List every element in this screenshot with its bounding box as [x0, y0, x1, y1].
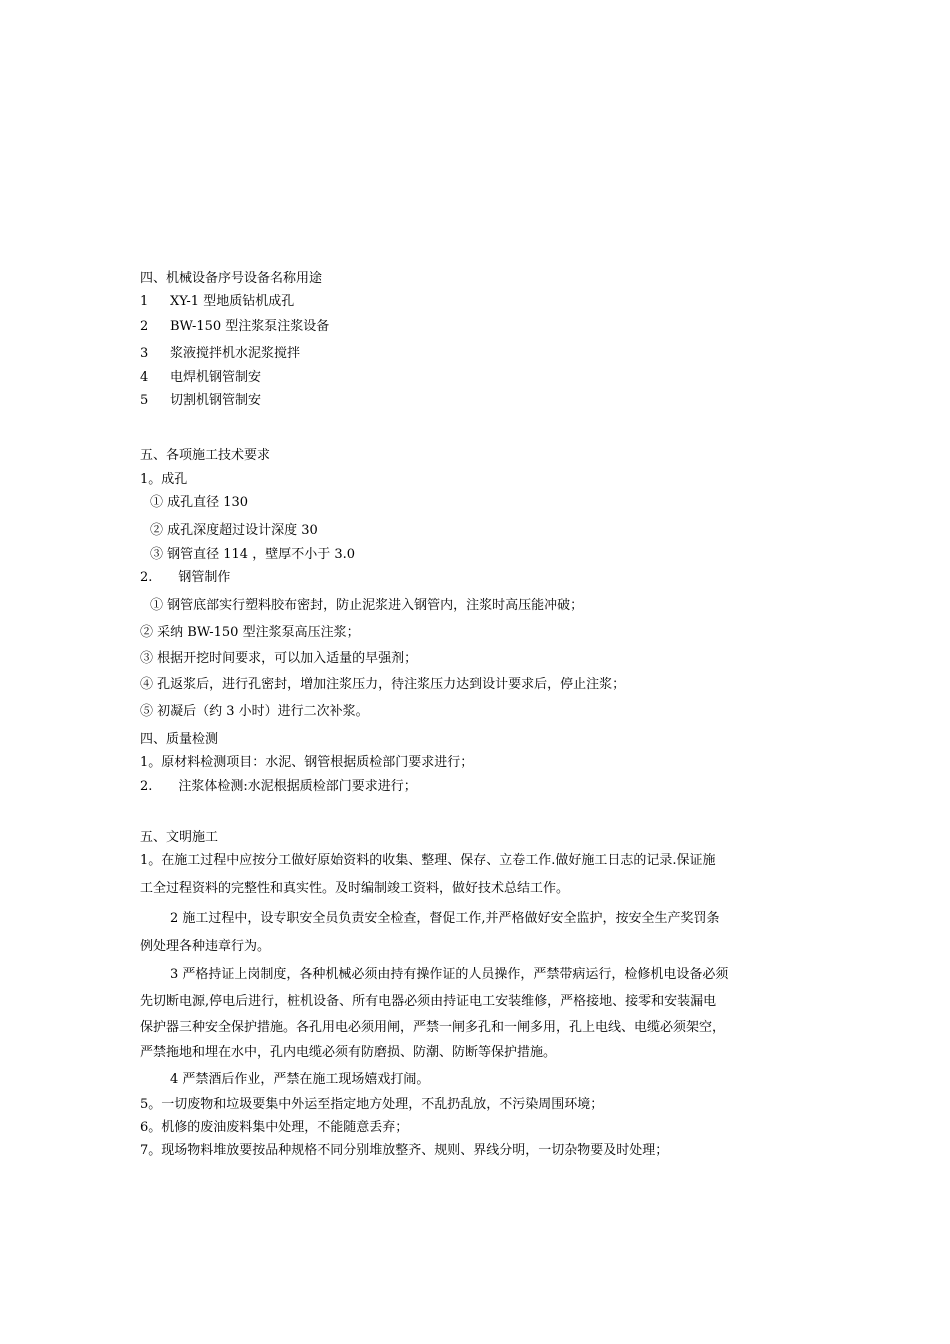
quality-item-2-text: 注浆体检测:水泥根据质检部门要求进行；	[178, 779, 417, 794]
civil-paragraph-3-line-2: 先切断电源,停电后进行，桩机设备、所有电器必须由持证电工安装维修，严格接地、接零和安装漏电	[140, 994, 717, 1009]
civil-paragraph-6: 6。机修的废油废料集中处理，不能随意丢弃；	[140, 1120, 409, 1135]
civil-paragraph-2-line-1: 2 施工过程中，设专职安全员负责安全检查，督促工作,并严格做好安全监护，按安全生产奖罚条	[170, 911, 720, 926]
equipment-row-text: 电焊机钢管制安	[170, 370, 262, 385]
equipment-heading: 四、机械设备序号设备名称用途	[140, 271, 323, 286]
civil-paragraph-5: 5。一切废物和垃圾要集中外运至指定地方处理，不乱扔乱放，不污染周围环境；	[140, 1097, 604, 1112]
equipment-row-2	[140, 318, 329, 336]
civil-paragraph-1-line-1: 1。在施工过程中应按分工做好原始资料的收集、整理、保存、立卷工作.做好施工日志的记录.保证施	[140, 853, 716, 868]
equipment-row-text: BW-150 型注浆泵注浆设备	[170, 319, 330, 334]
tech-sub2-item-3: ③ 根据开挖时间要求，可以加入适量的早强剂；	[140, 651, 418, 666]
equipment-row-number: 3	[140, 346, 149, 361]
tech-sub1-item-1: ① 成孔直径 130	[150, 495, 249, 510]
tech-sub1-title: 1。成孔	[140, 472, 188, 487]
equipment-row-text: 切割机钢管制安	[170, 393, 262, 408]
tech-sub2-item-5: ⑤ 初凝后（约 3 小时）进行二次补浆。	[140, 704, 369, 719]
civil-paragraph-4: 4 严禁酒后作业，严禁在施工现场嬉戏打闹。	[170, 1072, 430, 1087]
equipment-row-number: 1	[140, 294, 149, 309]
equipment-row-number: 2	[140, 319, 149, 334]
equipment-row-number: 5	[140, 393, 149, 408]
tech-sub2-title	[140, 569, 230, 587]
tech-sub2-item-2: ② 采纳 BW-150 型注浆泵高压注浆；	[140, 625, 360, 640]
civil-paragraph-3-line-1: 3 严格持证上岗制度，各种机械必须由持有操作证的人员操作，严禁带病运行，检修机电设备必须	[170, 967, 729, 982]
civil-paragraph-1-line-2: 工全过程资料的完整性和真实性。及时编制竣工资料，做好技术总结工作。	[140, 881, 570, 896]
equipment-row-4	[140, 369, 261, 387]
quality-item-2-number: 2.	[140, 779, 153, 794]
civil-paragraph-3-line-4: 严禁拖地和埋在水中，孔内电缆必须有防磨损、防潮、防断等保护措施。	[140, 1045, 557, 1060]
quality-item-2	[140, 778, 417, 796]
tech-sub2-text: 钢管制作	[178, 570, 231, 585]
civil-paragraph-2-line-2: 例处理各种违章行为。	[140, 939, 271, 954]
tech-sub1-item-2: ② 成孔深度超过设计深度 30	[150, 523, 318, 538]
tech-sub2-item-1: ① 钢管底部实行塑料胶布密封，防止泥浆进入钢管内，注浆时高压能冲破；	[150, 598, 584, 613]
equipment-row-number: 4	[140, 370, 149, 385]
civil-paragraph-7: 7。现场物料堆放要按品种规格不同分别堆放整齐、规则、界线分明，一切杂物要及时处理；	[140, 1143, 669, 1158]
equipment-row-1	[140, 293, 294, 311]
quality-item-1: 1。原材料检测项目：水泥、钢管根据质检部门要求进行；	[140, 755, 474, 770]
civil-heading: 五、文明施工	[140, 830, 219, 845]
tech-sub1-item-3: ③ 钢管直径 114 ，壁厚不小于 3.0	[150, 547, 356, 562]
tech-sub2-number: 2.	[140, 570, 153, 585]
civil-paragraph-3-line-3: 保护器三种安全保护措施。各孔用电必须用闸，严禁一闸多孔和一闸多用，孔上电线、电缆必须架空，	[140, 1020, 726, 1035]
equipment-row-5	[140, 392, 261, 410]
equipment-row-3	[140, 345, 300, 363]
quality-heading: 四、质量检测	[140, 732, 219, 747]
tech-sub2-item-4: ④ 孔返浆后，进行孔密封，增加注浆压力，待注浆压力达到设计要求后，停止注浆；	[140, 677, 626, 692]
tech-heading: 五、各项施工技术要求	[140, 448, 271, 463]
equipment-row-text: 浆液搅拌机水泥浆搅拌	[170, 346, 301, 361]
equipment-row-text: XY-1 型地质钻机成孔	[170, 294, 295, 309]
